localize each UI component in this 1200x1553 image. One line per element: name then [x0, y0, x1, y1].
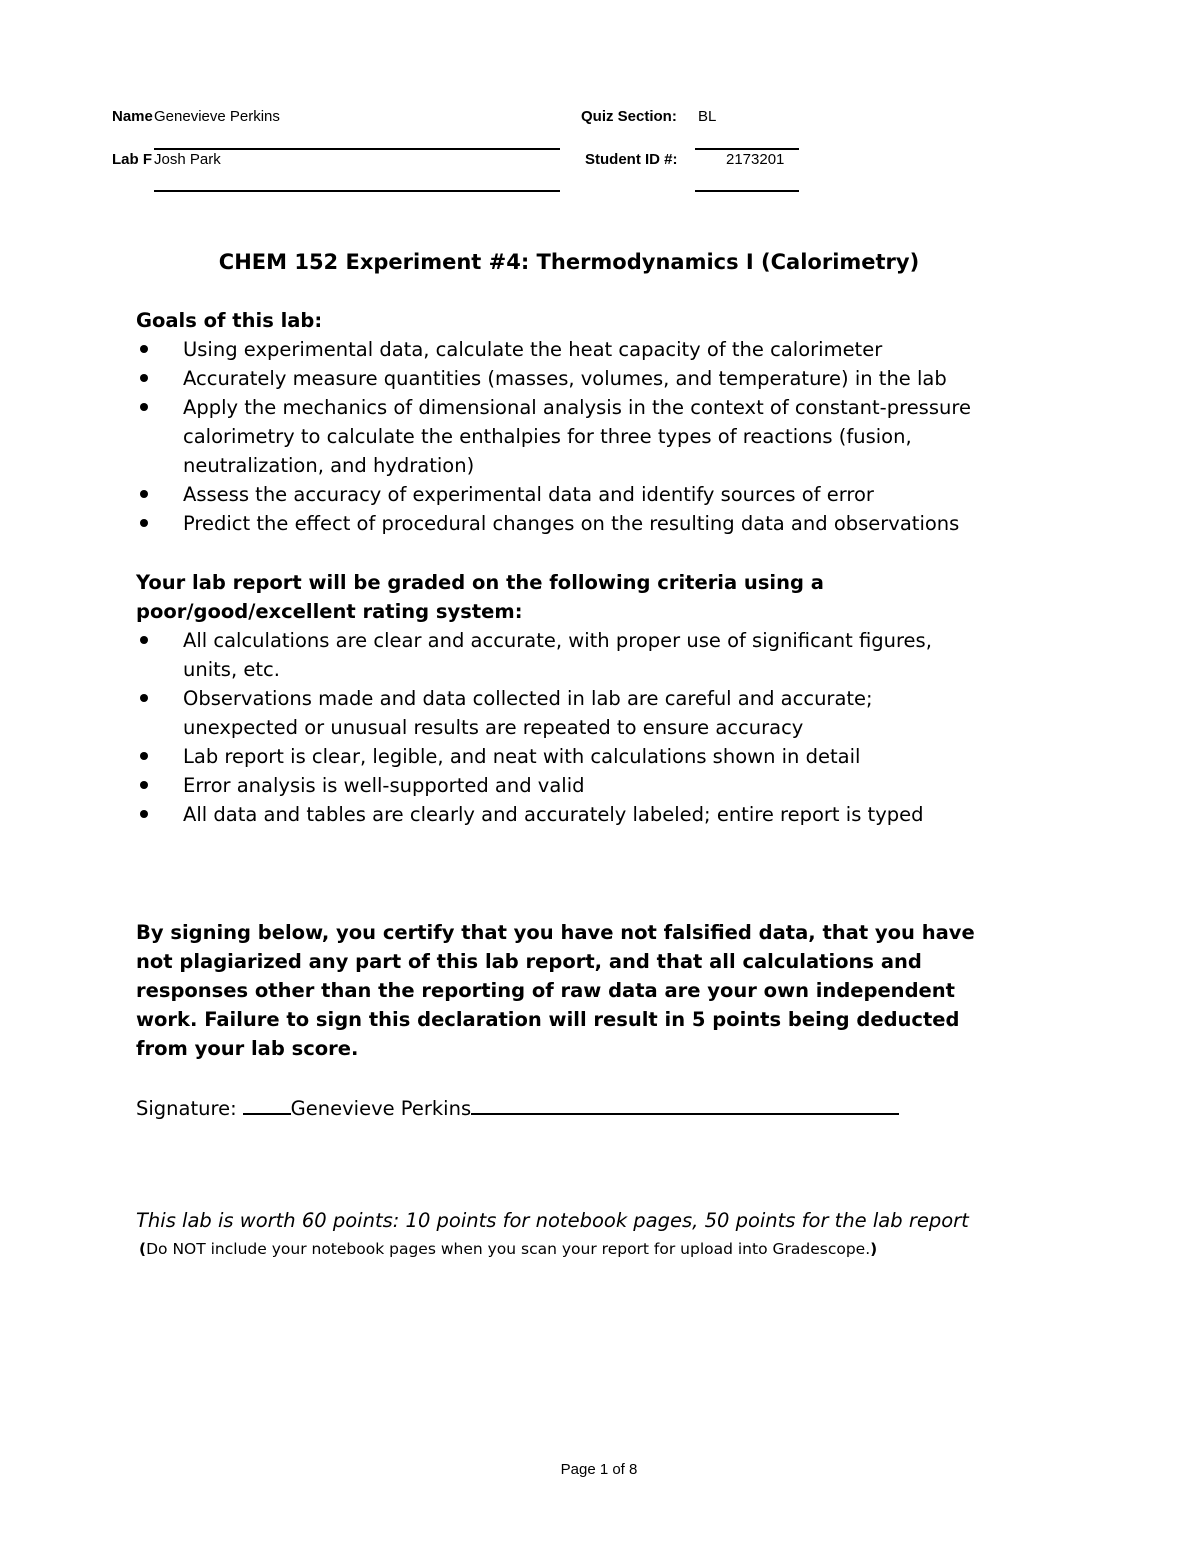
- bullet-icon: [140, 781, 148, 789]
- student-id-field[interactable]: 2173201: [726, 151, 785, 168]
- quiz-section-underline: [695, 148, 799, 150]
- name-underline: [154, 148, 560, 150]
- list-item: All calculations are clear and accurate, with proper use of significant figures, units, etc.: [136, 626, 985, 684]
- goals-section: [136, 306, 1006, 538]
- page-title: CHEM 152 Experiment #4: Thermodynamics I (Calorimetry): [218, 250, 920, 274]
- bullet-icon: [140, 403, 148, 411]
- points-note: This lab is worth 60 points: 10 points for notebook pages, 50 points for the lab report: [136, 1209, 969, 1232]
- bullet-icon: [140, 519, 148, 527]
- bullet-icon: [140, 752, 148, 760]
- bullet-icon: [140, 345, 148, 353]
- list-item: Predict the effect of procedural changes on the resulting data and observations: [136, 509, 1006, 538]
- list-item: Assess the accuracy of experimental data and identify sources of error: [136, 480, 1006, 509]
- list-item: All data and tables are clearly and accurately labeled; entire report is typed: [136, 800, 991, 829]
- signature-label: Signature:: [136, 1097, 237, 1120]
- list-item: Apply the mechanics of dimensional analysis in the context of constant-pressure calorimetry to calculate the enthalpies for three types of reactions (fusion, neutralization, and hydration): [136, 393, 973, 480]
- name-label: Name: [112, 108, 153, 125]
- goals-heading: Goals of this lab:: [136, 309, 323, 332]
- lab-label: Lab F: [112, 151, 152, 168]
- signature-trail-blank: [471, 1093, 899, 1115]
- list-item: Observations made and data collected in lab are careful and accurate; unexpected or unusual results are repeated to ensure accuracy: [136, 684, 987, 742]
- quiz-section-label: Quiz Section:: [581, 108, 677, 125]
- lab-field[interactable]: Josh Park: [154, 151, 221, 168]
- signature-lead-blank: [243, 1093, 291, 1115]
- bullet-icon: [140, 810, 148, 818]
- criteria-heading: Your lab report will be graded on the following criteria using a poor/good/excellent rating system:: [136, 571, 824, 623]
- page-number: Page 1 of 8: [560, 1461, 638, 1478]
- list-item: Lab report is clear, legible, and neat with calculations shown in detail: [136, 742, 991, 771]
- bullet-icon: [140, 636, 148, 644]
- bullet-icon: [140, 490, 148, 498]
- list-item: Accurately measure quantities (masses, volumes, and temperature) in the lab: [136, 364, 1006, 393]
- upload-note: [139, 1240, 877, 1258]
- bullet-icon: [140, 694, 148, 702]
- bullet-icon: [140, 374, 148, 382]
- lab-underline: [154, 190, 560, 192]
- name-field[interactable]: Genevieve Perkins: [154, 108, 280, 125]
- student-id-underline: [695, 190, 799, 192]
- criteria-section: [136, 568, 991, 829]
- quiz-section-field[interactable]: BL: [698, 108, 717, 125]
- signature-field[interactable]: Genevieve Perkins: [290, 1097, 472, 1120]
- upload-note-text: Do NOT include your notebook pages when you scan your report for upload into Gradescope.: [146, 1240, 871, 1258]
- goals-list: [136, 335, 1006, 538]
- list-item: Error analysis is well-supported and valid: [136, 771, 991, 800]
- upload-note-open-paren: (: [139, 1240, 147, 1258]
- criteria-list: [136, 626, 991, 829]
- upload-note-close-paren: ): [870, 1240, 878, 1258]
- certification-statement: By signing below, you certify that you have not falsified data, that you have not plagiarized any part of this lab report, and that all calculations and responses other than the reporting of raw data are your own independent work. Failure to sign this declaration will result in 5 points being deducted from your lab score.: [136, 921, 975, 1060]
- list-item: Using experimental data, calculate the heat capacity of the calorimeter: [136, 335, 1006, 364]
- student-id-label: Student ID #:: [585, 151, 678, 168]
- signature-row: [136, 1093, 899, 1120]
